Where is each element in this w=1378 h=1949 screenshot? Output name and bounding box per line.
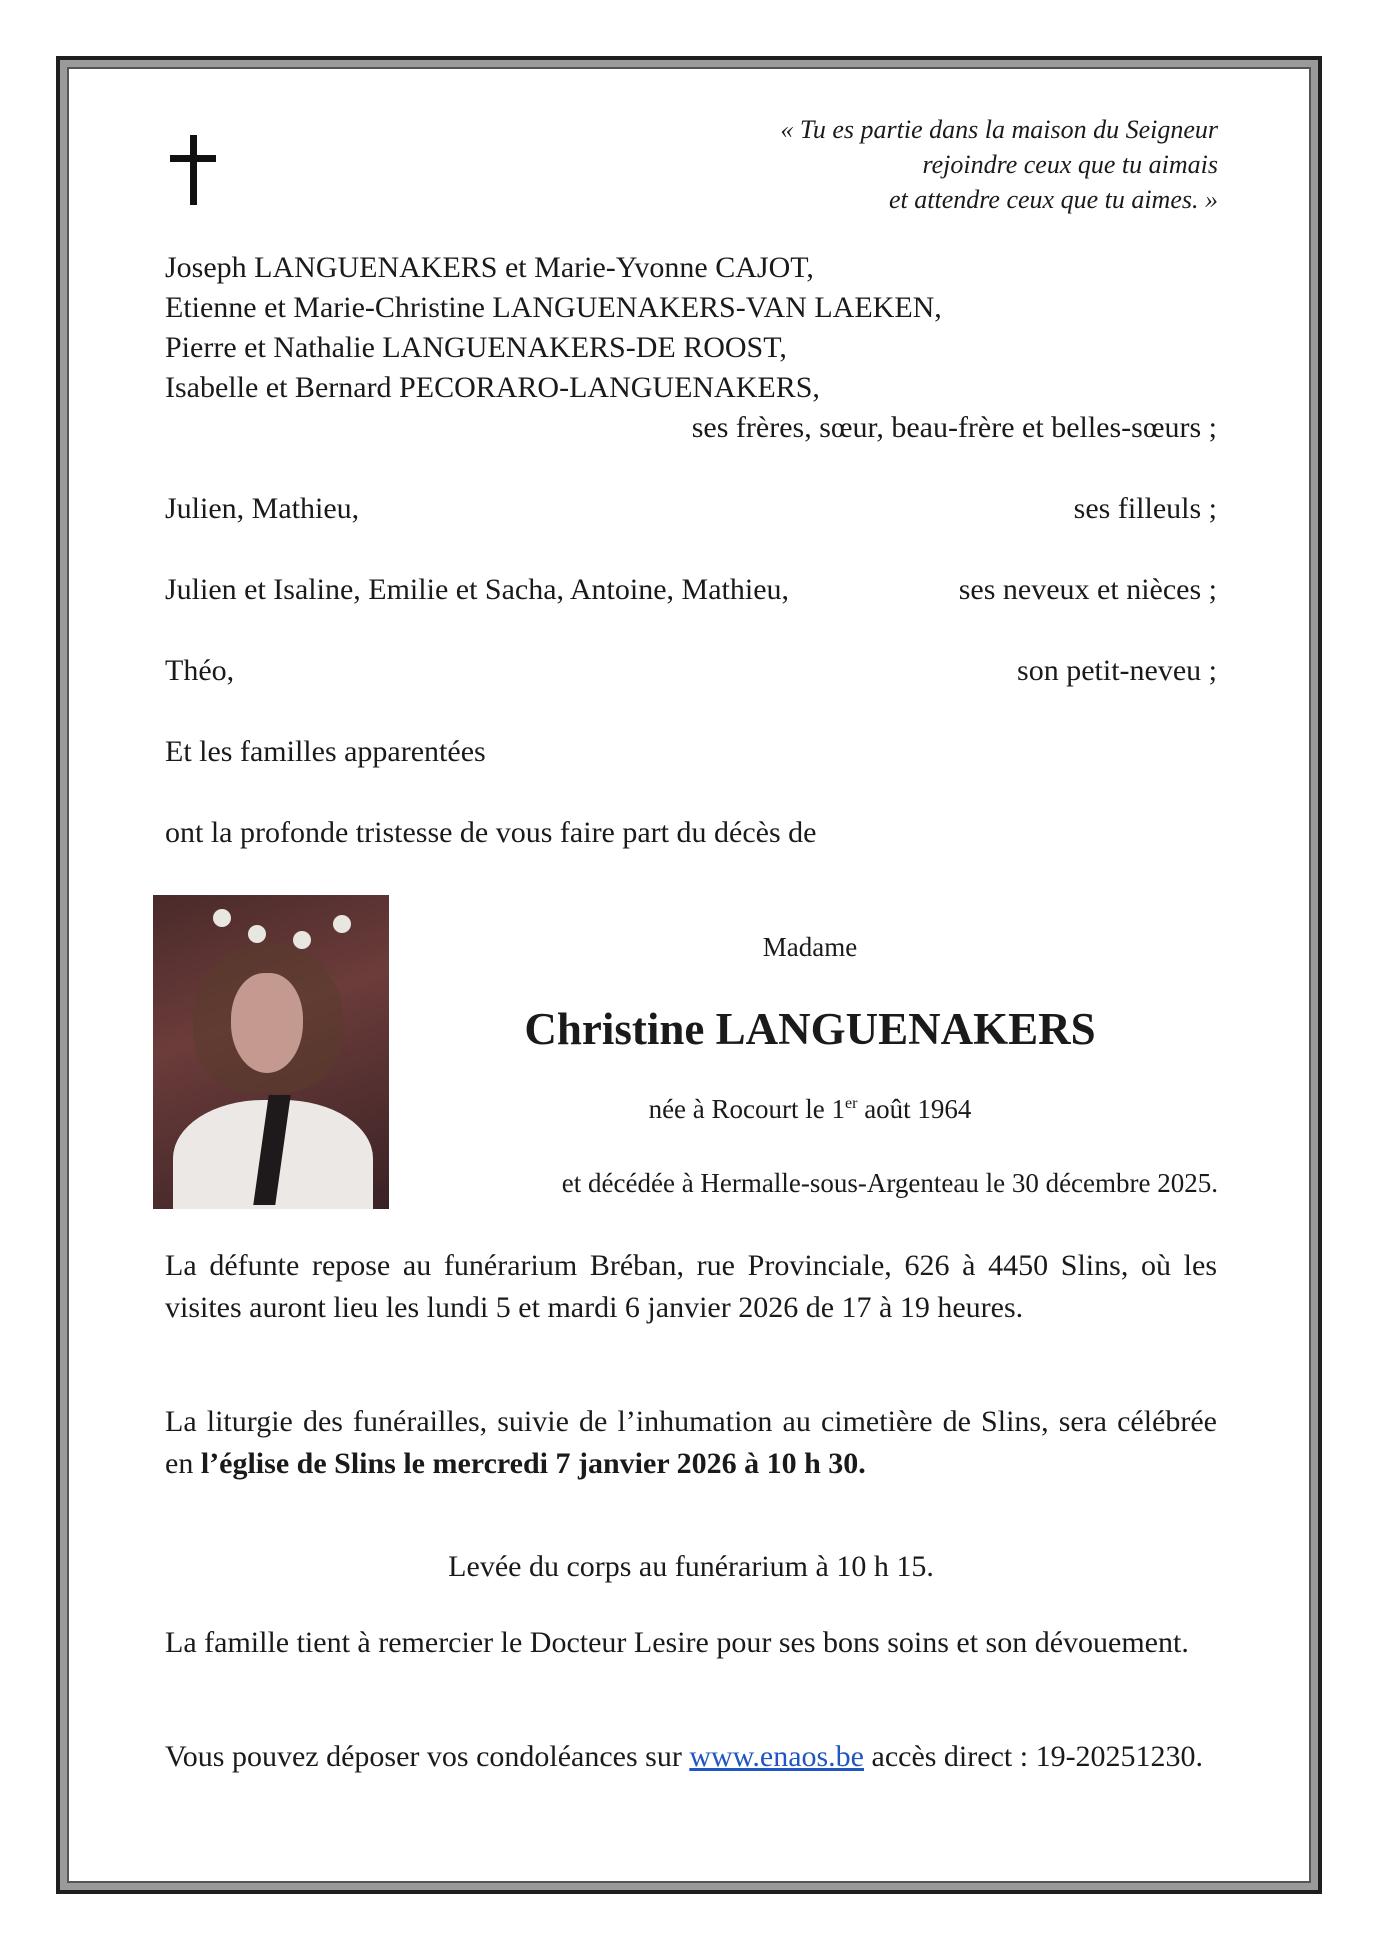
siblings-role: ses frères, sœur, beau-frère et belles-sœurs ; <box>691 411 1217 444</box>
sibling-line: Pierre et Nathalie LANGUENAKERS-DE ROOST, <box>165 331 787 364</box>
quote-line: rejoindre ceux que tu aimais <box>922 150 1218 179</box>
liturgy-paragraph: La liturgie des funérailles, suivie de l’inhumation au cimetière de Slins, sera célébrée en l’église de Slins le mercredi 7 janvier 2026 à 10 h 30. <box>165 1405 1217 1480</box>
godchildren-names: Julien, Mathieu, <box>165 492 360 525</box>
siblings-list <box>165 248 1217 448</box>
related-families: Et les familles apparentées <box>165 735 486 768</box>
death-info: et décédée à Hermalle-sous-Argenteau le 30 décembre 2025. <box>561 1168 1218 1198</box>
birth-info: née à Rocourt le 1er août 1964 <box>648 1094 972 1124</box>
godchildren-row <box>165 489 1217 529</box>
sibling-line: Etienne et Marie-Christine LANGUENAKERS-VAN LAEKEN, <box>165 291 942 324</box>
grandnephew-row <box>165 651 1217 691</box>
grandnephew-role: son petit-neveu ; <box>1017 654 1217 687</box>
condolences-paragraph: Vous pouvez déposer vos condoléances sur www.enaos.be accès direct : 19-20251230. <box>165 1740 1204 1773</box>
deceased-title: Madame <box>762 932 858 962</box>
sibling-line: Isabelle et Bernard PECORARO-LANGUENAKERS, <box>165 371 820 404</box>
nephews-role: ses neveux et nièces ; <box>958 573 1217 606</box>
epigraph-quote <box>780 112 1218 217</box>
thanks-paragraph: La famille tient à remercier le Docteur Lesire pour ses bons soins et son dévouement. <box>165 1626 1189 1659</box>
condolences-link[interactable]: www.enaos.be <box>689 1740 864 1773</box>
liturgy-emphasis: l’église de Slins le mercredi 7 janvier 2026 à 10 h 30. <box>200 1447 866 1480</box>
announcement: ont la profonde tristesse de vous faire part du décès de <box>165 816 817 849</box>
godchildren-role: ses filleuls ; <box>1073 492 1217 525</box>
quote-line: et attendre ceux que tu aimes. » <box>889 185 1218 214</box>
nephews-row <box>165 570 1217 610</box>
deceased-photo <box>153 895 389 1209</box>
deceased-name: Christine LANGUENAKERS <box>524 1004 1096 1054</box>
cross-icon <box>170 135 216 205</box>
quote-line: « Tu es partie dans la maison du Seigneur <box>780 115 1218 144</box>
repose-paragraph: La défunte repose au funérarium Bréban, rue Provinciale, 626 à 4450 Slins, où les visites auront lieu les lundi 5 et mardi 6 janvier 2026 de 17 à 19 heures. <box>165 1249 1217 1324</box>
sibling-line: Joseph LANGUENAKERS et Marie-Yvonne CAJOT, <box>165 251 814 284</box>
grandnephew-name: Théo, <box>165 654 235 687</box>
nephews-names: Julien et Isaline, Emilie et Sacha, Antoine, Mathieu, <box>165 573 790 606</box>
levee-line: Levée du corps au funérarium à 10 h 15. <box>448 1550 934 1583</box>
